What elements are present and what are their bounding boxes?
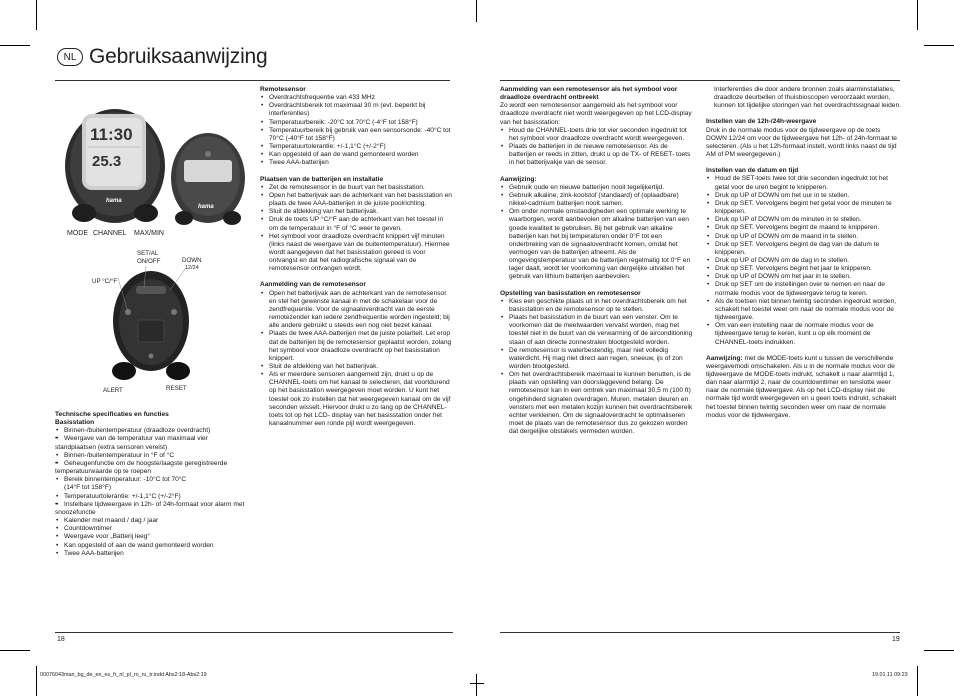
column-4 xyxy=(706,86,902,420)
list-item: • De remotesensor is waterbestendig, maar niet volledig waterdicht. Hij mag niet direct aan regen, sneeuw, ijs of zon worden blootgesteld. xyxy=(500,347,694,371)
list-item: • Druk op SET. Vervolgens begint het jaar te knipperen. xyxy=(706,265,902,273)
lcd-time: 11:30 xyxy=(90,125,133,144)
base-station-list xyxy=(55,427,245,558)
date-time-list xyxy=(706,175,902,346)
remote-sensor-heading: Remotesensor xyxy=(260,86,306,93)
list-item: • Gebruik oude en nieuwe batterijen nooit tegelijkertijd. xyxy=(500,184,694,192)
list-item: • Overdrachtsfrequentie van 433 MHz xyxy=(260,94,454,102)
list-item: • Druk op UP of DOWN om de dag in te stellen. xyxy=(706,257,902,265)
list-item: • Als er meerdere sensoren aangemeld zijn, drukt u op de CHANNEL-toets om het kanaal te selecteren, dat voortdurend op het basisstation weergegeven moet worden. U kunt het toestel ook zo instellen dat het weergegeven kanaal om de vijf seconden wisselt. Hiervoor drukt u zo lang op de CHANNEL-toets tot op het LCD- display van het basisstation onder het kanaalnummer een ronde pijl wordt weergegeven. xyxy=(260,371,454,428)
list-item: • Houd de CHANNEL-toets drie tot vier seconden ingedrukt tot het symbool voor draadloze overdracht wordt weergegeven. xyxy=(500,127,694,143)
crop-mark xyxy=(917,666,918,696)
list-item: • Bereik binnentemperatuur: -10°C tot 70°C xyxy=(55,476,245,484)
crop-mark xyxy=(924,45,954,46)
bottom-rule-right xyxy=(500,632,900,633)
list-item: • Druk op SET. Vervolgens begint de dag van de datum te knipperen. xyxy=(706,241,902,257)
list-item: • Temperatuurbereik: -20°C tot 70°C (-4°F tot 158°F) xyxy=(260,119,454,127)
register-sensor-heading: Aanmelding van de remotesensor xyxy=(260,281,366,289)
list-item: • Om het overdrachtsbereik maximaal te kunnen benutten, is de plaats van opstelling van doorslaggevend belang. De remotesensor kan in een omtrek van maximaal 30,5 m (100 ft) ongehinderd signalen overdragen. Muren, metalen deuren en vensters met een metalen kozijn kunnen het overdrachtsbereik echter verkleinen. Om de signaaloverdracht te optimaliseren moet de plaats van de remotesensor dus zo gekozen worden dat dergelijke obstakels vermeden worden. xyxy=(500,371,694,436)
list-item: • Houd de SET-toets twee tot drie seconden ingedrukt tot het getal voor de uren begint te knipperen. xyxy=(706,175,902,191)
label-mode: MODE xyxy=(67,230,88,237)
list-item: • Weergave voor „Batterij leeg“ xyxy=(55,533,245,541)
paragraph: Druk in de normale modus voor de tijdweergave op de toets DOWN 12/24 om voor de tijdweergave het 12h- of 24h-formaat te selecteren. (Als u het 12h-formaat instelt, wordt links naast de tijd AM of PM weergegeven.) xyxy=(706,126,897,159)
register-missing-symbol-list xyxy=(500,127,694,168)
crop-mark xyxy=(924,650,954,651)
note-text: met de MODE-toets kunt u tussen de verschillende weergavemodi omschakelen. Als u in de normale modus voor de tijdweergave de MODE-toets indrukt, schakelt u naar alarmtijd 1, dan naar alarmtijd 2, naar de countdowntimer en tenslotte weer naar de normale tijdweergave. Als op het LCD-display niet de normale tijd wordt weergegeven en u geen toets indrukt, schakelt het toestel binnen twintig seconden weer om naar de normale modus voor de tijdweergave. xyxy=(706,354,897,419)
top-rule-left xyxy=(55,80,450,81)
list-item: • Druk op SET. Vervolgens begint het getal voor de minuten te knipperen. xyxy=(706,200,902,216)
list-item: • • Geheugenfunctie om de hoogste/laagste geregistreerde temperatuurwaarde op te roepen xyxy=(55,460,245,476)
print-slug-file: 00076043man_bg_de_en_es_fr_nl_pl_ro_ru_tr.indd Abs2:18-Abs2:19 xyxy=(40,672,207,678)
label-12-24: 12/24 xyxy=(185,265,199,271)
list-item: • Druk de toets UP °C/°F aan de achterkant van het toestel in om de temperatuur in °F of °C weer te geven. xyxy=(260,216,454,232)
list-item: • Temperatuurbereik bij gebruik van een sensorsonde: -40°C tot 70°C (-40°F tot 158°F) xyxy=(260,127,454,143)
time-format-heading: Instellen van de 12h-/24h-weergave xyxy=(706,118,817,126)
list-item: • Druk op SET. Vervolgens begint de maand te knipperen. xyxy=(706,224,902,232)
register-sensor-list xyxy=(260,290,454,429)
list-item: • Twee AAA-batterijen xyxy=(55,550,245,558)
list-item: • Druk op UP of DOWN om het jaar in te stellen. xyxy=(706,273,902,281)
list-item: • Om van een instelling naar de normale modus voor de tijdweergave terug te keren, kunt u op elk moment de CHANNEL-toets indrukken. xyxy=(706,322,902,346)
register-missing-symbol-heading: Aanmelding van een remotesensor als het symbool voor draadloze overdracht ontbreekt xyxy=(500,86,678,102)
page-number-left: 18 xyxy=(57,636,65,643)
label-alert: ALERT xyxy=(103,387,123,394)
label-up: UP °C/°F xyxy=(92,278,118,285)
top-rule-right xyxy=(500,80,900,81)
list-item: • Temperatuurtolerantie: +/-1,1°C (+/-2°F) xyxy=(55,493,245,501)
note-heading: Aanwijzing: xyxy=(500,175,537,183)
list-item: • Druk op UP of DOWN om het uur in te stellen. xyxy=(706,192,902,200)
crop-mark xyxy=(36,0,37,30)
list-item: • Druk op UP of DOWN om de minuten in te stellen. xyxy=(706,216,902,224)
paragraph: Interferenties die door andere bronnen zoals alarminstallaties, draadloze deurbellen of thuisbioscopen veroorzaakt worden, kunnen tot tijdelijke storingen van het overdrachtssignaal leiden. xyxy=(714,86,901,110)
base-station-heading: Basisstation xyxy=(55,419,95,427)
list-item: • Gebruik alkaline, zink-koolstof (standaard) of (oplaadbare) nikkel-cadmium batterijen nooit samen. xyxy=(500,192,694,208)
page-number-right: 19 xyxy=(892,636,900,643)
language-badge: NL xyxy=(57,48,83,66)
list-item: • Plaats de twee AAA-batterijen met de juiste polariteit. Let erop dat de batterijen bij de remotesensor geplaatst worden, zolang het symbool voor draadloze overdracht op het basisstation knippert. xyxy=(260,330,454,363)
bottom-rule-left xyxy=(55,632,453,633)
batteries-heading: Plaatsen van de batterijen en installatie xyxy=(260,175,384,183)
list-item: • Druk op SET om de instellingen over te nemen en naar de normale modus voor de tijdweergave terug te keren. xyxy=(706,281,902,297)
crop-mark xyxy=(917,0,918,30)
label-maxmin: MAX/MIN xyxy=(134,230,164,237)
list-item: • Het symbool voor draadloze overdracht knippert vijf minuten (links naast de weergave van de buitentemperatuur). Hiermee wordt aangegeven dat het basisstation gereed is voor ontvangst en dat het radiografische signaal van de remotesensor ontvangen wordt. xyxy=(260,233,454,274)
product-photo-front xyxy=(60,92,250,230)
list-item: • Kan opgesteld of aan de wand gemonteerd worden xyxy=(260,151,454,159)
label-reset: RESET xyxy=(166,385,187,392)
brand-logo-base: hama xyxy=(106,198,122,204)
column-3 xyxy=(500,86,694,436)
label-channel: CHANNEL xyxy=(93,230,127,237)
list-item: • Druk op UP of DOWN om de maand in te stellen. xyxy=(706,233,902,241)
list-item: • Plaats het basisstation in de buurt van een venster. Om te voorkomen dat de meetwaarden vervalst worden, mag het toestel niet in de buurt van de verwarming of de airconditioning staan of aan directe zonnestralen blootgesteld worden. xyxy=(500,314,694,347)
list-item: • Als de toetsen niet binnen twintig seconden ingedrukt worden, schakelt het toestel weer om naar de normale modus voor de tijdweergave. xyxy=(706,298,902,322)
crop-mark xyxy=(36,666,37,696)
column-1 xyxy=(55,411,245,558)
placement-heading: Opstelling van basisstation en remotesensor xyxy=(500,289,641,297)
note-list xyxy=(500,184,694,282)
label-on-off: ON/OFF xyxy=(137,258,161,265)
column-2 xyxy=(260,86,454,428)
paragraph: Zo wordt een remotesensor aangemeld als het symbool voor draadloze overdracht niet wordt weergegeven op het LCD-display van het basisstation: xyxy=(500,102,692,126)
list-item: • Sluit de afdekking van het batterijvak. xyxy=(260,208,454,216)
list-item: • Om onder normale omstandigheden een optimale werking te waarborgen, wordt aanbevolen om alkaline batterijen van een goede kwaliteit te gebruiken. Bij het gebruik van alkaline batterijen kan het bij temperaturen onder 0°F tot een onderbreking van de signaaloverdracht komen, omdat het vermogen van de batterijen afneemt. Als de omgevingstemperatuur van de batterijen regelmatig tot 0°F en lager daalt, wordt ter voorkoming van dergelijke uitvallen het gebruik van lithium batterijen aanbevolen. xyxy=(500,208,694,281)
list-item: • Zet de remotesensor in de buurt van het basisstation. xyxy=(260,184,454,192)
list-item: • Kan opgesteld of aan de wand gemonteerd worden xyxy=(55,542,245,550)
label-down: DOWN xyxy=(182,257,202,264)
crop-mark xyxy=(476,674,477,696)
list-item: • Temperatuurtolerantie: +/-1,1°C (+/-2°F) xyxy=(260,143,454,151)
list-item: • Open het batterijvak aan de achterkant van het basisstation en plaats de twee AAA-batterijen in de juiste poolrichting. xyxy=(260,192,454,208)
print-slug-date: 19.01.11 09:23 xyxy=(872,672,908,678)
crop-mark xyxy=(0,650,30,651)
list-item: • Plaats de batterijen in de nieuwe remotesensor. Als de batterijen er reeds in zitten, drukt u op de TX- of RESET- toets in het batterijvakje van de sensor. xyxy=(500,143,694,167)
crop-mark xyxy=(0,45,30,46)
brand-logo-sensor: hama xyxy=(198,204,214,210)
list-item: • Twee AAA-batterijen xyxy=(260,159,454,167)
list-item: • Binnen-/buitentemperatuur in °F of °C xyxy=(55,452,245,460)
date-time-heading: Instellen van de datum en tijd xyxy=(706,167,799,175)
list-item: • • Weergave van de temperatuur van maximaal vier standplaatsen (extra sensoren vereist) xyxy=(55,435,245,451)
list-item: (14°F tot 158°F) xyxy=(64,484,112,492)
list-item: • • Instelbare tijdweergave in 12h- of 24h-formaat voor alarm met snoozefunctie xyxy=(55,501,245,517)
lcd-temperature: 25.3 xyxy=(92,153,122,170)
remote-sensor-list xyxy=(260,94,454,167)
list-item: • Open het batterijvak aan de achterkant van de remotesensor en stel het gewenste kanaal in met de schakelaar voor de zendfrequentie. Voor de signaaloverdracht van de eerste remotezender kan iedere zendfrequentie worden ingesteld; bij alle andere gebruikt u steeds een nog niet bezet kanaal. xyxy=(260,290,454,331)
mode-note xyxy=(706,355,902,420)
list-item: • Countdowntimer xyxy=(55,525,245,533)
list-item: • Overdrachtsbereik tot maximaal 30 m (evt. beperkt bij interferenties) xyxy=(260,102,454,118)
label-set-al: SET/AL xyxy=(137,250,159,257)
crop-mark xyxy=(470,683,484,684)
crop-mark xyxy=(476,0,477,22)
specs-heading: Technische specificaties en functies xyxy=(55,411,169,418)
page-title: Gebruiksaanwijzing xyxy=(89,45,268,68)
page-header xyxy=(57,43,268,71)
batteries-list xyxy=(260,184,454,274)
list-item: • Kalender met maand / dag / jaar xyxy=(55,517,245,525)
product-photo-back xyxy=(108,266,194,386)
list-item: • Kies een geschikte plaats uit in het overdrachtsbereik om het basisstation en de remotesensor op te stellen. xyxy=(500,298,694,314)
list-item: • Binnen-/buitentemperatuur (draadloze overdracht) xyxy=(55,427,245,435)
list-item: • Sluit de afdekking van het batterijvak. xyxy=(260,363,454,371)
note-label: Aanwijzing: xyxy=(706,354,743,362)
placement-list xyxy=(500,298,694,437)
